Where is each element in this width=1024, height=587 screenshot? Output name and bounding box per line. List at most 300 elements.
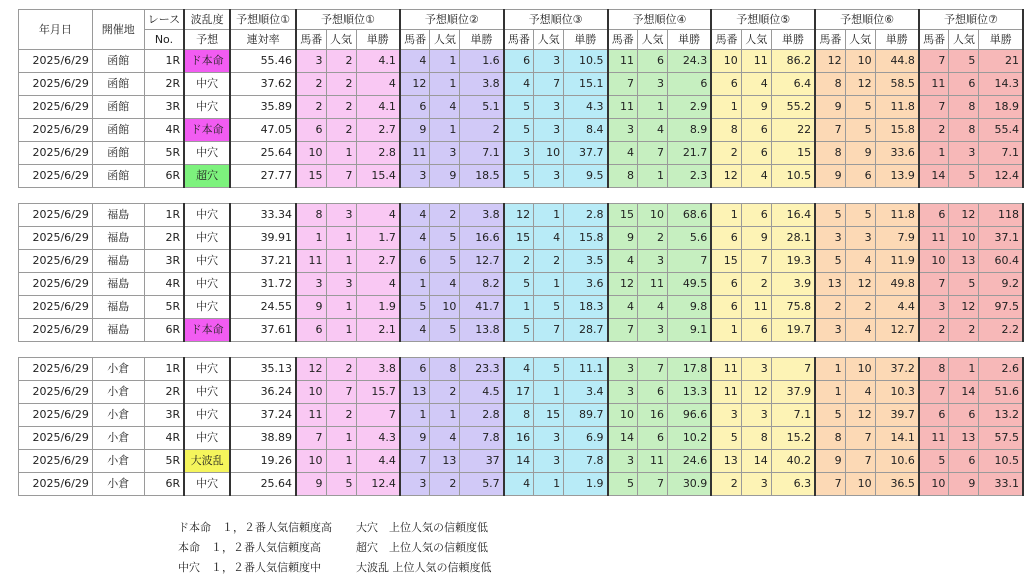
ninki-cell: 8 bbox=[949, 119, 979, 142]
tansho-cell: 4.5 bbox=[460, 381, 504, 404]
ninki-cell: 3 bbox=[741, 358, 771, 381]
umaban-cell: 12 bbox=[400, 73, 430, 96]
header-risk-bottom: 予想 bbox=[184, 30, 230, 50]
umaban-cell: 7 bbox=[608, 73, 638, 96]
umaban-cell: 14 bbox=[919, 165, 949, 188]
tansho-cell: 37.1 bbox=[979, 227, 1023, 250]
tansho-cell: 15.8 bbox=[564, 227, 608, 250]
date-cell: 2025/6/29 bbox=[19, 450, 93, 473]
ninki-cell: 5 bbox=[430, 250, 460, 273]
ninki-cell: 4 bbox=[637, 296, 667, 319]
tansho-cell: 3.8 bbox=[460, 73, 504, 96]
umaban-cell: 1 bbox=[711, 96, 741, 119]
ninki-cell: 4 bbox=[845, 381, 875, 404]
ninki-cell: 2 bbox=[534, 250, 564, 273]
ninki-cell: 2 bbox=[326, 358, 356, 381]
umaban-cell: 6 bbox=[400, 96, 430, 119]
ninki-cell: 1 bbox=[949, 358, 979, 381]
ninki-cell: 11 bbox=[741, 50, 771, 73]
header-sub-ninki: 人気 bbox=[534, 30, 564, 50]
table-row bbox=[19, 450, 1024, 473]
umaban-cell: 4 bbox=[608, 142, 638, 165]
table-row bbox=[19, 204, 1024, 227]
race-no-cell: 2R bbox=[144, 381, 184, 404]
risk-cell: 中穴 bbox=[184, 358, 230, 381]
ninki-cell: 7 bbox=[326, 381, 356, 404]
tansho-cell: 23.3 bbox=[460, 358, 504, 381]
umaban-cell: 8 bbox=[815, 142, 845, 165]
date-cell: 2025/6/29 bbox=[19, 227, 93, 250]
tansho-cell: 37.7 bbox=[564, 142, 608, 165]
umaban-cell: 4 bbox=[608, 250, 638, 273]
risk-cell: 中穴 bbox=[184, 273, 230, 296]
rate-cell: 31.72 bbox=[230, 273, 296, 296]
header-rate-top: 予想順位① bbox=[230, 10, 296, 30]
umaban-cell: 1 bbox=[711, 204, 741, 227]
umaban-cell: 5 bbox=[815, 250, 845, 273]
umaban-cell: 7 bbox=[608, 319, 638, 342]
tansho-cell: 58.5 bbox=[875, 73, 919, 96]
ninki-cell: 6 bbox=[637, 50, 667, 73]
ninki-cell: 11 bbox=[637, 273, 667, 296]
tansho-cell: 21.7 bbox=[667, 142, 711, 165]
date-cell: 2025/6/29 bbox=[19, 73, 93, 96]
umaban-cell: 3 bbox=[608, 450, 638, 473]
race-no-cell: 3R bbox=[144, 96, 184, 119]
rate-cell: 27.77 bbox=[230, 165, 296, 188]
race-no-cell: 1R bbox=[144, 50, 184, 73]
tansho-cell: 6.9 bbox=[564, 427, 608, 450]
legend-row bbox=[178, 518, 492, 538]
venue-cell: 函館 bbox=[92, 119, 144, 142]
ninki-cell: 6 bbox=[637, 381, 667, 404]
umaban-cell: 9 bbox=[815, 450, 845, 473]
umaban-cell: 5 bbox=[504, 273, 534, 296]
umaban-cell: 8 bbox=[608, 165, 638, 188]
tansho-cell: 6.4 bbox=[771, 73, 815, 96]
ninki-cell: 7 bbox=[637, 473, 667, 496]
tansho-cell: 11.9 bbox=[875, 250, 919, 273]
risk-cell: 超穴 bbox=[184, 165, 230, 188]
header-date: 年月日 bbox=[19, 10, 93, 50]
umaban-cell: 6 bbox=[711, 73, 741, 96]
umaban-cell: 11 bbox=[296, 404, 326, 427]
tansho-cell: 55.4 bbox=[979, 119, 1023, 142]
tansho-cell: 10.2 bbox=[667, 427, 711, 450]
umaban-cell: 15 bbox=[296, 165, 326, 188]
group-spacer bbox=[19, 188, 1024, 204]
tansho-cell: 17.8 bbox=[667, 358, 711, 381]
date-cell: 2025/6/29 bbox=[19, 296, 93, 319]
rate-cell: 35.89 bbox=[230, 96, 296, 119]
umaban-cell: 12 bbox=[296, 358, 326, 381]
umaban-cell: 3 bbox=[711, 404, 741, 427]
tansho-cell: 96.6 bbox=[667, 404, 711, 427]
risk-cell: 大波乱 bbox=[184, 450, 230, 473]
ninki-cell: 15 bbox=[534, 404, 564, 427]
umaban-cell: 3 bbox=[296, 50, 326, 73]
umaban-cell: 10 bbox=[608, 404, 638, 427]
tansho-cell: 3.8 bbox=[356, 358, 400, 381]
umaban-cell: 3 bbox=[504, 142, 534, 165]
tansho-cell: 15.7 bbox=[356, 381, 400, 404]
header-sub-tansho: 単勝 bbox=[356, 30, 400, 50]
ninki-cell: 10 bbox=[949, 227, 979, 250]
header-sub-umaban: 馬番 bbox=[400, 30, 430, 50]
umaban-cell: 12 bbox=[608, 273, 638, 296]
tansho-cell: 10.5 bbox=[979, 450, 1023, 473]
tansho-cell: 15.2 bbox=[771, 427, 815, 450]
rate-cell: 19.26 bbox=[230, 450, 296, 473]
header-row-1 bbox=[19, 10, 1024, 30]
spacer-cell bbox=[19, 342, 1024, 358]
ninki-cell: 10 bbox=[430, 296, 460, 319]
tansho-cell: 10.5 bbox=[564, 50, 608, 73]
tansho-cell: 8.9 bbox=[667, 119, 711, 142]
umaban-cell: 10 bbox=[296, 381, 326, 404]
umaban-cell: 10 bbox=[296, 450, 326, 473]
venue-cell: 小倉 bbox=[92, 473, 144, 496]
tansho-cell: 15.1 bbox=[564, 73, 608, 96]
ninki-cell: 3 bbox=[326, 204, 356, 227]
tansho-cell: 9.8 bbox=[667, 296, 711, 319]
umaban-cell: 5 bbox=[400, 296, 430, 319]
tansho-cell: 6 bbox=[667, 73, 711, 96]
umaban-cell: 8 bbox=[919, 358, 949, 381]
table-row bbox=[19, 165, 1024, 188]
date-cell: 2025/6/29 bbox=[19, 358, 93, 381]
tansho-cell: 2.8 bbox=[460, 404, 504, 427]
venue-cell: 函館 bbox=[92, 96, 144, 119]
venue-cell: 小倉 bbox=[92, 450, 144, 473]
race-no-cell: 1R bbox=[144, 204, 184, 227]
header-rank-7: 予想順位⑦ bbox=[919, 10, 1023, 30]
umaban-cell: 2 bbox=[296, 73, 326, 96]
umaban-cell: 3 bbox=[919, 296, 949, 319]
umaban-cell: 6 bbox=[711, 227, 741, 250]
tansho-cell: 15.4 bbox=[356, 165, 400, 188]
tansho-cell: 3.9 bbox=[771, 273, 815, 296]
tansho-cell: 2.6 bbox=[979, 358, 1023, 381]
umaban-cell: 15 bbox=[608, 204, 638, 227]
legend-text: 中穴 １，２番人気信頼度中 bbox=[178, 561, 321, 574]
ninki-cell: 4 bbox=[845, 319, 875, 342]
umaban-cell: 2 bbox=[711, 142, 741, 165]
ninki-cell: 2 bbox=[430, 204, 460, 227]
ninki-cell: 5 bbox=[430, 227, 460, 250]
ninki-cell: 6 bbox=[949, 450, 979, 473]
ninki-cell: 2 bbox=[326, 50, 356, 73]
ninki-cell: 3 bbox=[637, 319, 667, 342]
rate-cell: 55.46 bbox=[230, 50, 296, 73]
tansho-cell: 7.1 bbox=[771, 404, 815, 427]
umaban-cell: 12 bbox=[815, 50, 845, 73]
ninki-cell: 16 bbox=[637, 404, 667, 427]
ninki-cell: 12 bbox=[741, 381, 771, 404]
umaban-cell: 5 bbox=[815, 204, 845, 227]
ninki-cell: 5 bbox=[845, 204, 875, 227]
rate-cell: 25.64 bbox=[230, 142, 296, 165]
header-risk-top: 波乱度 bbox=[184, 10, 230, 30]
header-sub-tansho: 単勝 bbox=[460, 30, 504, 50]
risk-cell: 中穴 bbox=[184, 142, 230, 165]
header-sub-tansho: 単勝 bbox=[979, 30, 1023, 50]
ninki-cell: 1 bbox=[326, 227, 356, 250]
tansho-cell: 4 bbox=[356, 204, 400, 227]
tansho-cell: 14.3 bbox=[979, 73, 1023, 96]
umaban-cell: 4 bbox=[400, 50, 430, 73]
header-race-no-bottom: No. bbox=[144, 30, 184, 50]
umaban-cell: 3 bbox=[608, 358, 638, 381]
ninki-cell: 3 bbox=[534, 165, 564, 188]
venue-cell: 函館 bbox=[92, 73, 144, 96]
header-rank-2: 予想順位② bbox=[400, 10, 504, 30]
umaban-cell: 15 bbox=[711, 250, 741, 273]
umaban-cell: 4 bbox=[504, 73, 534, 96]
tansho-cell: 12.4 bbox=[356, 473, 400, 496]
ninki-cell: 3 bbox=[845, 227, 875, 250]
group-spacer bbox=[19, 342, 1024, 358]
umaban-cell: 3 bbox=[296, 273, 326, 296]
date-cell: 2025/6/29 bbox=[19, 473, 93, 496]
tansho-cell: 97.5 bbox=[979, 296, 1023, 319]
tansho-cell: 13.3 bbox=[667, 381, 711, 404]
umaban-cell: 4 bbox=[608, 296, 638, 319]
rate-cell: 37.24 bbox=[230, 404, 296, 427]
ninki-cell: 2 bbox=[741, 273, 771, 296]
umaban-cell: 2 bbox=[296, 96, 326, 119]
ninki-cell: 9 bbox=[845, 142, 875, 165]
ninki-cell: 1 bbox=[430, 73, 460, 96]
umaban-cell: 7 bbox=[919, 96, 949, 119]
umaban-cell: 6 bbox=[711, 273, 741, 296]
umaban-cell: 2 bbox=[815, 296, 845, 319]
tansho-cell: 1.9 bbox=[356, 296, 400, 319]
date-cell: 2025/6/29 bbox=[19, 273, 93, 296]
tansho-cell: 21 bbox=[979, 50, 1023, 73]
ninki-cell: 6 bbox=[741, 119, 771, 142]
tansho-cell: 41.7 bbox=[460, 296, 504, 319]
ninki-cell: 3 bbox=[534, 427, 564, 450]
umaban-cell: 8 bbox=[504, 404, 534, 427]
tansho-cell: 36.5 bbox=[875, 473, 919, 496]
umaban-cell: 11 bbox=[919, 227, 949, 250]
umaban-cell: 4 bbox=[400, 227, 430, 250]
table-row bbox=[19, 250, 1024, 273]
tansho-cell: 4.3 bbox=[564, 96, 608, 119]
tansho-cell: 15.8 bbox=[875, 119, 919, 142]
tansho-cell: 16.4 bbox=[771, 204, 815, 227]
umaban-cell: 17 bbox=[504, 381, 534, 404]
tansho-cell: 49.8 bbox=[875, 273, 919, 296]
ninki-cell: 2 bbox=[430, 473, 460, 496]
tansho-cell: 9.2 bbox=[979, 273, 1023, 296]
tansho-cell: 22 bbox=[771, 119, 815, 142]
umaban-cell: 6 bbox=[400, 358, 430, 381]
date-cell: 2025/6/29 bbox=[19, 427, 93, 450]
table-row bbox=[19, 473, 1024, 496]
venue-cell: 福島 bbox=[92, 296, 144, 319]
header-sub-ninki: 人気 bbox=[637, 30, 667, 50]
umaban-cell: 7 bbox=[919, 273, 949, 296]
tansho-cell: 68.6 bbox=[667, 204, 711, 227]
header-rank-1: 予想順位① bbox=[296, 10, 400, 30]
ninki-cell: 5 bbox=[949, 50, 979, 73]
umaban-cell: 9 bbox=[296, 473, 326, 496]
header-sub-tansho: 単勝 bbox=[667, 30, 711, 50]
ninki-cell: 5 bbox=[534, 296, 564, 319]
legend-text: 本命 １，２番人気信頼度高 bbox=[178, 541, 321, 554]
tansho-cell: 18.9 bbox=[979, 96, 1023, 119]
tansho-cell: 24.3 bbox=[667, 50, 711, 73]
ninki-cell: 4 bbox=[430, 273, 460, 296]
risk-cell: 中穴 bbox=[184, 381, 230, 404]
tansho-cell: 10.6 bbox=[875, 450, 919, 473]
table-row bbox=[19, 227, 1024, 250]
legend bbox=[178, 518, 492, 578]
table-row bbox=[19, 296, 1024, 319]
date-cell: 2025/6/29 bbox=[19, 319, 93, 342]
ninki-cell: 3 bbox=[637, 73, 667, 96]
ninki-cell: 5 bbox=[949, 273, 979, 296]
date-cell: 2025/6/29 bbox=[19, 165, 93, 188]
tansho-cell: 60.4 bbox=[979, 250, 1023, 273]
venue-cell: 小倉 bbox=[92, 358, 144, 381]
umaban-cell: 5 bbox=[608, 473, 638, 496]
tansho-cell: 4.4 bbox=[875, 296, 919, 319]
umaban-cell: 16 bbox=[504, 427, 534, 450]
tansho-cell: 55.2 bbox=[771, 96, 815, 119]
ninki-cell: 1 bbox=[326, 142, 356, 165]
tansho-cell: 44.8 bbox=[875, 50, 919, 73]
umaban-cell: 7 bbox=[815, 119, 845, 142]
umaban-cell: 4 bbox=[400, 204, 430, 227]
umaban-cell: 11 bbox=[296, 250, 326, 273]
table-row bbox=[19, 96, 1024, 119]
risk-cell: 中穴 bbox=[184, 227, 230, 250]
venue-cell: 小倉 bbox=[92, 381, 144, 404]
tansho-cell: 12.7 bbox=[460, 250, 504, 273]
risk-cell: 中穴 bbox=[184, 427, 230, 450]
umaban-cell: 7 bbox=[400, 450, 430, 473]
ninki-cell: 12 bbox=[845, 404, 875, 427]
ninki-cell: 5 bbox=[845, 96, 875, 119]
header-sub-ninki: 人気 bbox=[741, 30, 771, 50]
tansho-cell: 51.6 bbox=[979, 381, 1023, 404]
ninki-cell: 1 bbox=[326, 427, 356, 450]
header-row-2 bbox=[19, 30, 1024, 50]
tansho-cell: 10.3 bbox=[875, 381, 919, 404]
umaban-cell: 9 bbox=[400, 119, 430, 142]
risk-cell: ド本命 bbox=[184, 319, 230, 342]
ninki-cell: 9 bbox=[949, 473, 979, 496]
ninki-cell: 5 bbox=[326, 473, 356, 496]
ninki-cell: 2 bbox=[637, 227, 667, 250]
ninki-cell: 3 bbox=[949, 142, 979, 165]
ninki-cell: 4 bbox=[430, 96, 460, 119]
umaban-cell: 4 bbox=[400, 319, 430, 342]
tansho-cell: 1.7 bbox=[356, 227, 400, 250]
race-no-cell: 5R bbox=[144, 142, 184, 165]
ninki-cell: 13 bbox=[949, 250, 979, 273]
tansho-cell: 33.6 bbox=[875, 142, 919, 165]
rate-cell: 37.61 bbox=[230, 319, 296, 342]
umaban-cell: 11 bbox=[711, 381, 741, 404]
ninki-cell: 3 bbox=[741, 404, 771, 427]
ninki-cell: 10 bbox=[845, 50, 875, 73]
ninki-cell: 2 bbox=[845, 296, 875, 319]
tansho-cell: 9.5 bbox=[564, 165, 608, 188]
ninki-cell: 5 bbox=[430, 319, 460, 342]
ninki-cell: 8 bbox=[430, 358, 460, 381]
ninki-cell: 2 bbox=[326, 119, 356, 142]
ninki-cell: 13 bbox=[949, 427, 979, 450]
ninki-cell: 8 bbox=[949, 96, 979, 119]
tansho-cell: 16.6 bbox=[460, 227, 504, 250]
tansho-cell: 18.5 bbox=[460, 165, 504, 188]
ninki-cell: 10 bbox=[845, 358, 875, 381]
ninki-cell: 3 bbox=[741, 473, 771, 496]
umaban-cell: 10 bbox=[711, 50, 741, 73]
ninki-cell: 2 bbox=[326, 73, 356, 96]
ninki-cell: 7 bbox=[326, 165, 356, 188]
umaban-cell: 6 bbox=[711, 296, 741, 319]
tansho-cell: 2.8 bbox=[564, 204, 608, 227]
tansho-cell: 28.7 bbox=[564, 319, 608, 342]
umaban-cell: 9 bbox=[296, 296, 326, 319]
ninki-cell: 8 bbox=[741, 427, 771, 450]
header-venue: 開催地 bbox=[92, 10, 144, 50]
tansho-cell: 5.6 bbox=[667, 227, 711, 250]
tansho-cell: 7.8 bbox=[564, 450, 608, 473]
ninki-cell: 3 bbox=[430, 142, 460, 165]
ninki-cell: 1 bbox=[534, 273, 564, 296]
tansho-cell: 1.9 bbox=[564, 473, 608, 496]
umaban-cell: 12 bbox=[504, 204, 534, 227]
rate-cell: 25.64 bbox=[230, 473, 296, 496]
ninki-cell: 1 bbox=[430, 50, 460, 73]
header-sub-tansho: 単勝 bbox=[771, 30, 815, 50]
ninki-cell: 4 bbox=[845, 250, 875, 273]
table-row bbox=[19, 273, 1024, 296]
date-cell: 2025/6/29 bbox=[19, 404, 93, 427]
ninki-cell: 14 bbox=[741, 450, 771, 473]
tansho-cell: 14.1 bbox=[875, 427, 919, 450]
legend-row bbox=[178, 538, 492, 558]
tansho-cell: 11.8 bbox=[875, 204, 919, 227]
umaban-cell: 12 bbox=[711, 165, 741, 188]
table-row bbox=[19, 319, 1024, 342]
race-no-cell: 3R bbox=[144, 250, 184, 273]
tansho-cell: 118 bbox=[979, 204, 1023, 227]
risk-cell: 中穴 bbox=[184, 73, 230, 96]
umaban-cell: 6 bbox=[400, 250, 430, 273]
umaban-cell: 1 bbox=[815, 381, 845, 404]
ninki-cell: 4 bbox=[741, 73, 771, 96]
header-rank-3: 予想順位③ bbox=[504, 10, 608, 30]
tansho-cell: 5.1 bbox=[460, 96, 504, 119]
umaban-cell: 1 bbox=[815, 358, 845, 381]
ninki-cell: 10 bbox=[637, 204, 667, 227]
tansho-cell: 13.8 bbox=[460, 319, 504, 342]
umaban-cell: 2 bbox=[711, 473, 741, 496]
rate-cell: 47.05 bbox=[230, 119, 296, 142]
tansho-cell: 15 bbox=[771, 142, 815, 165]
umaban-cell: 9 bbox=[815, 96, 845, 119]
tansho-cell: 19.3 bbox=[771, 250, 815, 273]
tansho-cell: 49.5 bbox=[667, 273, 711, 296]
umaban-cell: 15 bbox=[504, 227, 534, 250]
